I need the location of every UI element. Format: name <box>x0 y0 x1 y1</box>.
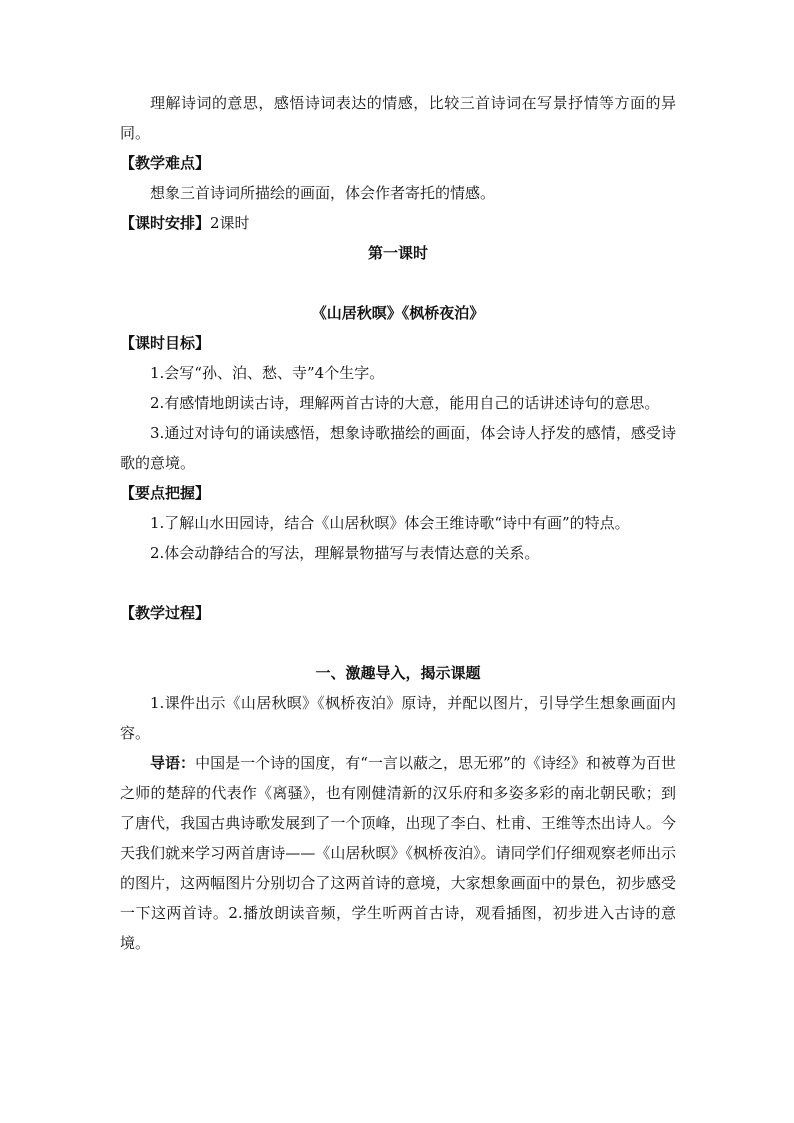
schedule-value: 2课时 <box>210 214 250 232</box>
keypoint-item: 1.了解山水田园诗，结合《山居秋暝》体会王维诗歌“诗中有画”的特点。 <box>150 514 630 532</box>
section-title: 一、激趣导入，揭示课题 <box>315 664 481 682</box>
poem-titles: 《山居秋暝》《枫桥夜泊》 <box>311 304 485 322</box>
schedule-heading: 【课时安排】 <box>120 214 211 232</box>
intro-paragraph <box>120 748 676 958</box>
lesson-goal-item: 3.通过对诗句的诵读感悟，想象诗歌描绘的画面，体会诗人抒发的感情，感受诗歌的意境。 <box>120 424 676 472</box>
schedule-line <box>120 208 676 238</box>
spacer <box>120 628 676 658</box>
spacer <box>120 568 676 598</box>
teaching-difficulty-paragraph: 想象三首诗词所描绘的画面，体会作者寄托的情感。 <box>150 184 496 202</box>
step-paragraph: 1.课件出示《山居秋暝》《枫桥夜泊》原诗，并配以图片，引导学生想象画面内容。 <box>120 694 676 742</box>
lesson-goal-item: 2.有感情地朗读古诗，理解两首古诗的大意，能用自己的话讲述诗句的意思。 <box>150 394 660 412</box>
spacer <box>120 268 676 298</box>
intro-text: 中国是一个诗的国度，有“一言以蔽之，思无邪”的《诗经》和被尊为百世之师的楚辞的代表作《离骚》，也有刚健清新的汉乐府和多姿多彩的南北朝民歌；到了唐代，我国古典诗歌发展到了一个顶峰，出现了李白、杜甫、王维等杰出诗人。今天我们就来学习两首唐诗——《山居秋暝》《枫桥夜泊》。请同学们仔细观察老师出示的图片，这两幅图片分别切合了这两首诗的意境，大家想象画面中的景色，初步感受一下这两首诗。2.播放朗读音频，学生听两首古诗，观看插图，初步进入古诗的意境。 <box>120 754 676 952</box>
keypoints-heading: 【要点把握】 <box>120 484 211 502</box>
keypoint-item: 2.体会动静结合的写法，理解景物描写与表情达意的关系。 <box>150 544 540 562</box>
process-heading: 【教学过程】 <box>120 604 211 622</box>
teaching-difficulty-heading: 【教学难点】 <box>120 154 211 172</box>
lesson-title: 第一课时 <box>367 244 428 262</box>
document-page <box>120 88 676 958</box>
intro-label: 导语： <box>150 754 196 772</box>
lesson-goal-item: 1.会写“孙、泊、愁、寺”4个生字。 <box>150 364 385 382</box>
teaching-goal-paragraph: 理解诗词的意思，感悟诗词表达的情感，比较三首诗词在写景抒情等方面的异同。 <box>120 94 676 142</box>
lesson-goals-heading: 【课时目标】 <box>120 334 211 352</box>
